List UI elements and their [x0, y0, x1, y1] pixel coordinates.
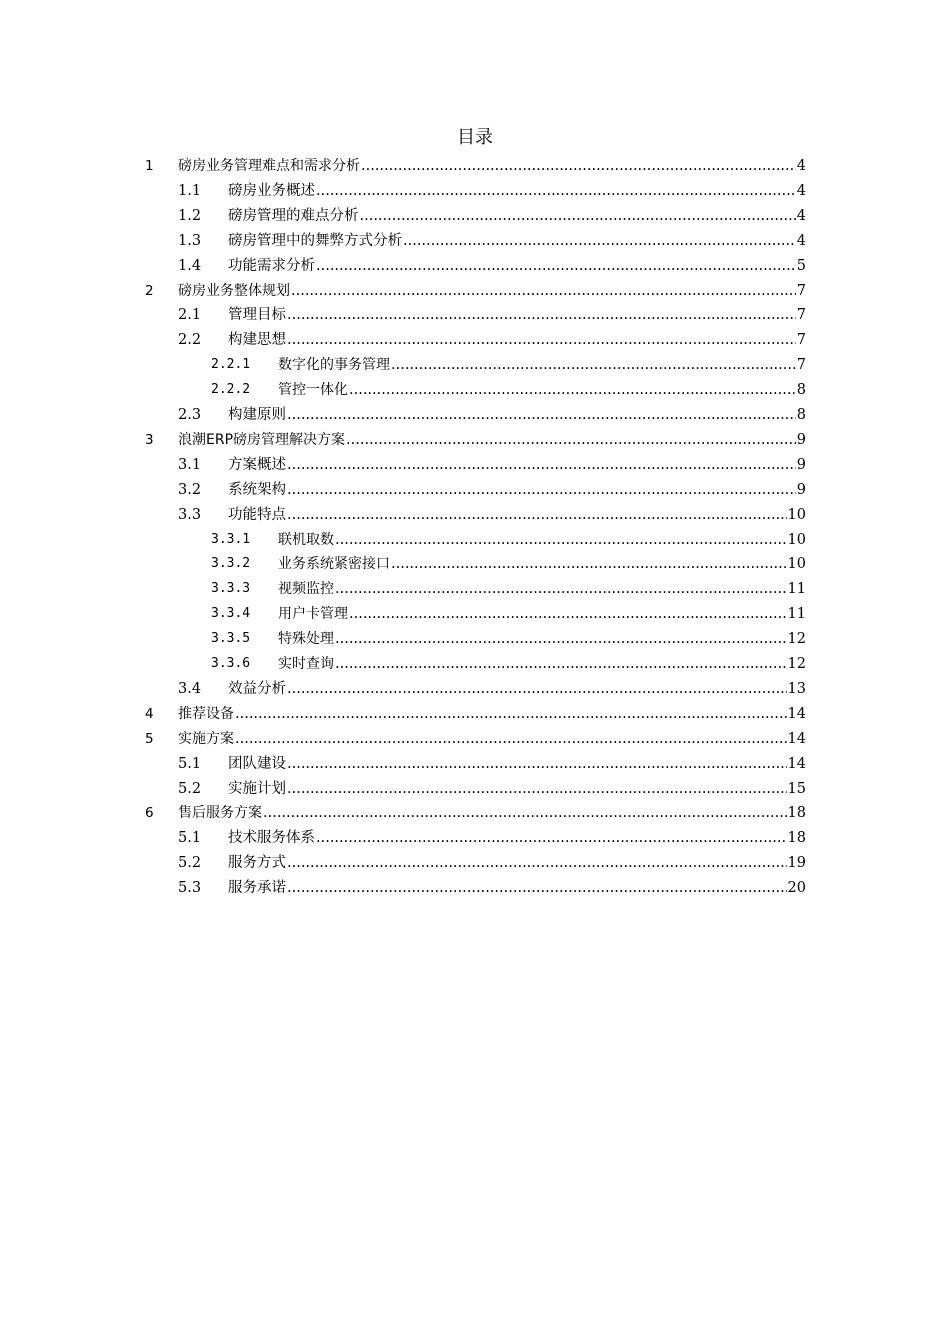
toc-entry-number: 2.2.1 [211, 357, 251, 373]
toc-entry-number: 3.3 [178, 506, 202, 523]
toc-dot-leader [360, 207, 796, 225]
toc-dot-leader [349, 381, 796, 399]
toc-entry-page: 19 [787, 855, 806, 872]
toc-entry-number: 3.1 [178, 456, 202, 473]
toc-dot-leader [263, 804, 787, 822]
toc-entry-title: 实施方案 [178, 730, 234, 747]
toc-entry-title: 特殊处理 [278, 631, 334, 648]
toc-entry-number: 1.3 [178, 232, 202, 249]
toc-entry-title: 磅房管理的难点分析 [228, 207, 359, 224]
toc-entry[interactable] [211, 648, 806, 673]
toc-entry-title: 团队建设 [228, 755, 286, 772]
toc-entry[interactable] [178, 449, 806, 474]
toc-entry-title: 推荐设备 [178, 705, 234, 722]
toc-entry[interactable] [211, 548, 806, 573]
toc-entry[interactable] [178, 175, 806, 200]
toc-dot-leader [287, 755, 787, 773]
toc-entry[interactable] [211, 524, 806, 549]
toc-entry[interactable] [145, 150, 806, 175]
toc-entry-page: 5 [796, 257, 806, 274]
toc-entry-page: 9 [796, 481, 806, 498]
toc-entry-number: 2 [145, 282, 154, 299]
toc-dot-leader [335, 655, 787, 673]
toc-entry-number: 4 [145, 705, 154, 722]
toc-entry-page: 4 [796, 207, 806, 224]
toc-entry-title: 实施计划 [228, 780, 286, 797]
toc-entry-title: 功能特点 [228, 506, 286, 523]
toc-dot-leader [287, 306, 796, 324]
toc-dot-leader [316, 182, 796, 200]
toc-entry[interactable] [178, 673, 806, 698]
toc-entry-title: 磅房管理中的舞弊方式分析 [228, 232, 402, 249]
toc-dot-leader [287, 879, 787, 897]
toc-entry-number: 2.1 [178, 307, 202, 324]
toc-entry-page: 7 [796, 307, 806, 324]
toc-entry-page: 4 [796, 158, 806, 174]
toc-entry-page: 7 [796, 282, 806, 299]
toc-entry-page: 10 [787, 556, 806, 573]
toc-entry-number: 2.2.2 [211, 382, 251, 398]
toc-entry-number: 3.3.6 [211, 656, 251, 671]
toc-dot-leader [335, 580, 787, 598]
toc-entry-number: 5.1 [178, 755, 202, 772]
toc-entry[interactable] [145, 797, 806, 822]
toc-entry[interactable] [178, 822, 806, 847]
toc-entry-page: 7 [796, 332, 806, 349]
toc-entry-title: 效益分析 [228, 680, 286, 697]
toc-entry-title: 售后服务方案 [178, 805, 262, 822]
toc-dot-leader [287, 331, 796, 349]
toc-dot-leader [391, 356, 796, 374]
toc-entry[interactable] [178, 299, 806, 324]
toc-entry-number: 3.2 [178, 481, 202, 498]
toc-dot-leader [316, 829, 787, 847]
toc-entry-number: 3.3.3 [211, 581, 251, 597]
toc-entry-title: 系统架构 [228, 481, 286, 498]
toc-entry[interactable] [145, 275, 806, 300]
toc-entry-title: 视频监控 [278, 581, 334, 598]
toc-entry[interactable] [178, 474, 806, 499]
toc-entry-number: 3.4 [178, 680, 202, 697]
toc-entry-title: 服务方式 [228, 855, 286, 872]
toc-entry-number: 1 [145, 158, 154, 174]
toc-dot-leader [291, 282, 796, 300]
toc-entry-number: 3 [145, 431, 154, 448]
toc-entry[interactable] [178, 847, 806, 872]
toc-entry-page: 11 [787, 581, 806, 598]
toc-entry-title: 数字化的事务管理 [278, 357, 390, 374]
toc-dot-leader [235, 730, 787, 748]
toc-entry-page: 10 [787, 531, 806, 548]
toc-entry-title: 构建思想 [228, 332, 286, 349]
toc-dot-leader [287, 456, 796, 474]
toc-dot-leader [287, 854, 787, 872]
toc-title: 目录 [457, 127, 493, 148]
toc-entry-page: 11 [787, 606, 806, 623]
toc-dot-leader [287, 506, 787, 524]
toc-entry[interactable] [178, 200, 806, 225]
toc-entry-page: 12 [787, 656, 806, 672]
toc-dot-leader [403, 232, 796, 250]
toc-dot-leader [287, 406, 796, 424]
toc-entry-title: 构建原则 [228, 407, 286, 423]
toc-entry-page: 9 [796, 431, 806, 448]
toc-entry-title: 用户卡管理 [278, 606, 348, 623]
toc-entry[interactable] [211, 598, 806, 623]
toc-entry[interactable] [178, 748, 806, 773]
toc-entry-title: 管控一体化 [278, 382, 348, 399]
toc-entry[interactable] [211, 623, 806, 648]
toc-entry-number: 5.2 [178, 780, 202, 797]
toc-entry-title: 联机取数 [278, 531, 334, 548]
toc-entry-title: 方案概述 [228, 456, 286, 473]
toc-entry-page: 13 [787, 680, 806, 697]
toc-dot-leader [287, 680, 787, 698]
toc-entry[interactable] [211, 573, 806, 598]
toc-entry-number: 6 [145, 805, 154, 822]
toc-entry[interactable] [178, 872, 806, 897]
toc-dot-leader [361, 157, 796, 175]
toc-entry-number: 3.3.2 [211, 556, 251, 572]
toc-entry-page: 14 [787, 730, 806, 747]
toc-entry-page: 20 [787, 880, 806, 897]
toc-entry-title: 服务承诺 [228, 880, 286, 897]
toc-entry-title: 技术服务体系 [228, 830, 315, 847]
toc-entry[interactable] [211, 374, 806, 399]
toc-entry-page: 10 [787, 506, 806, 523]
toc-entry-title: 管理目标 [228, 307, 286, 324]
toc-entry-page: 8 [796, 407, 806, 423]
toc-entry-title: 业务系统紧密接口 [278, 556, 390, 573]
toc-dot-leader [349, 605, 787, 623]
toc-entry-number: 2.3 [178, 407, 202, 423]
toc-entry-page: 14 [787, 755, 806, 772]
toc-entry-page: 9 [796, 456, 806, 473]
toc-entry-title: 磅房业务管理难点和需求分析 [178, 158, 360, 174]
toc-entry[interactable] [145, 424, 806, 449]
toc-entry-number: 3.3.5 [211, 631, 251, 647]
toc-dot-leader [287, 780, 787, 798]
toc-entry-page: 14 [787, 705, 806, 722]
toc-entry-title: 实时查询 [278, 656, 334, 672]
toc-dot-leader [346, 431, 796, 449]
toc-entry-title: 磅房业务整体规划 [178, 282, 290, 299]
toc-entry[interactable] [178, 225, 806, 250]
toc-dot-leader [335, 630, 787, 648]
toc-entry[interactable] [178, 399, 806, 424]
toc-entry[interactable] [178, 499, 806, 524]
toc-entry-page: 4 [796, 182, 806, 199]
toc-entry[interactable] [178, 250, 806, 275]
toc-entry-number: 2.2 [178, 332, 202, 349]
toc-entry-number: 3.3.4 [211, 606, 251, 622]
toc-entry[interactable] [178, 324, 806, 349]
toc-entry-title: 磅房业务概述 [228, 182, 315, 199]
toc-entry-number: 1.2 [178, 207, 202, 224]
toc-entry-page: 8 [796, 382, 806, 399]
toc-entry[interactable] [211, 349, 806, 374]
toc-dot-leader [316, 257, 796, 275]
toc-entry-page: 4 [796, 232, 806, 249]
toc-dot-leader [235, 705, 787, 723]
toc-entry-number: 5 [145, 730, 154, 747]
toc-entry-number: 1.1 [178, 182, 202, 199]
toc-entry-number: 5.2 [178, 855, 202, 872]
toc-entry-number: 5.1 [178, 830, 202, 847]
toc-entry[interactable] [145, 723, 806, 748]
toc-entry-page: 12 [787, 631, 806, 648]
toc-entry-page: 18 [787, 830, 806, 847]
toc-entry-number: 1.4 [178, 257, 202, 274]
toc-entry-page: 7 [796, 357, 806, 374]
toc-entry-page: 15 [787, 780, 806, 797]
toc-dot-leader [335, 531, 787, 549]
toc-entry-page: 18 [787, 805, 806, 822]
toc-entry-title: 功能需求分析 [228, 257, 315, 274]
toc-entry-number: 3.3.1 [211, 531, 251, 547]
toc-dot-leader [391, 555, 787, 573]
toc-entry-number: 5.3 [178, 880, 202, 897]
toc-entry-title: 浪潮ERP磅房管理解决方案 [178, 431, 346, 448]
toc-entry[interactable] [178, 773, 806, 798]
toc-dot-leader [287, 481, 796, 499]
toc-entry[interactable] [145, 698, 806, 723]
